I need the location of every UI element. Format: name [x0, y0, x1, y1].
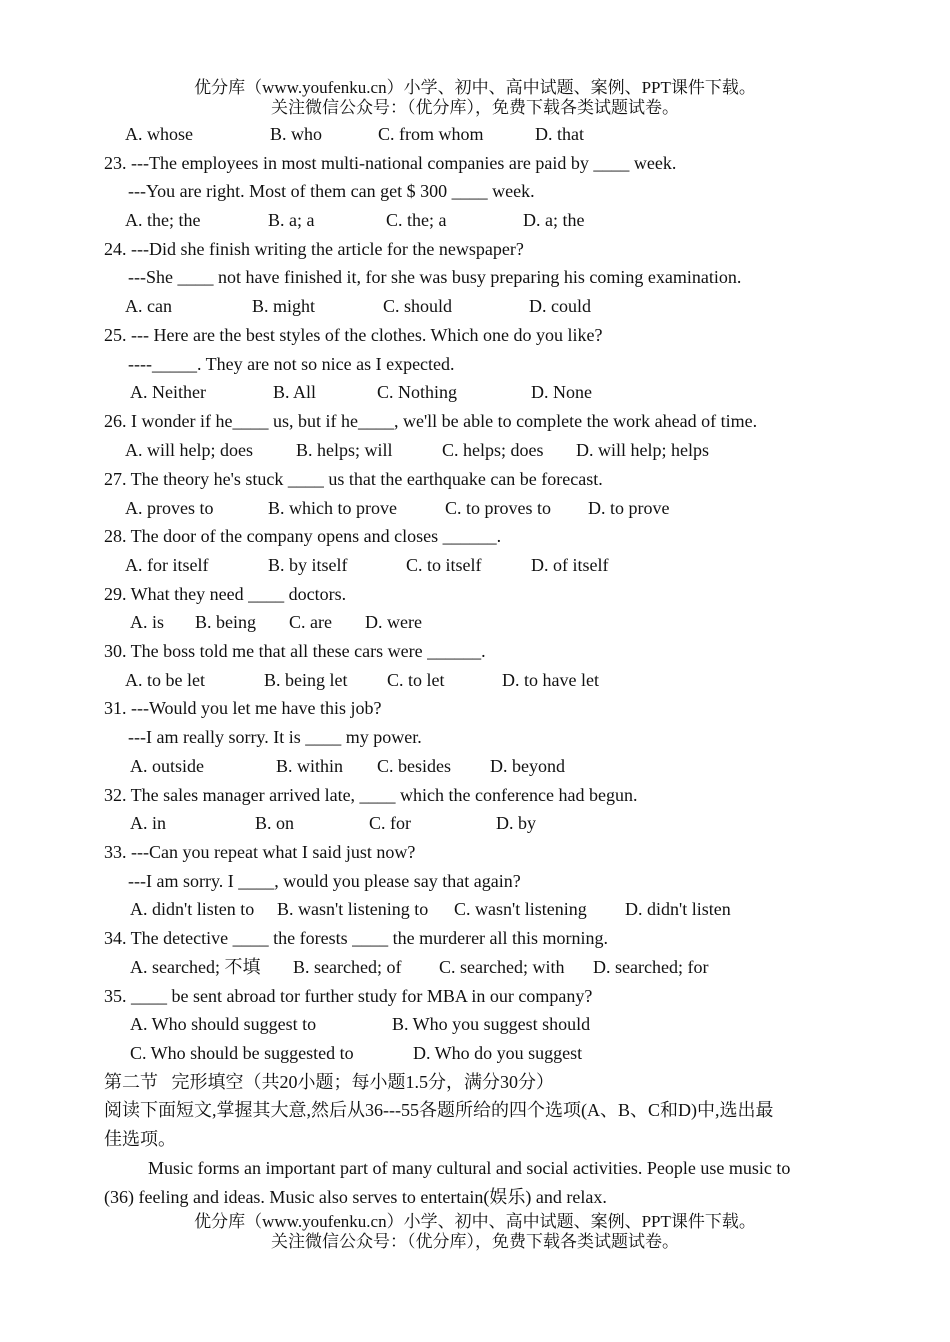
option-d: D. searched; for [593, 957, 709, 977]
question-stem: 27. The theory he's stuck ____ us that the earthquake can be forecast. [104, 469, 603, 489]
question-stem-2: ----_____. They are not so nice as I expected. [128, 354, 455, 374]
option-d: D. didn't listen [625, 899, 731, 919]
question-stem: 32. The sales manager arrived late, ____ which the conference had begun. [104, 785, 638, 805]
footer-line-1: 优分库（www.youfenku.cn）小学、初中、高中试题、案例、PPT课件下载。 [194, 1212, 756, 1231]
option-c: C. wasn't listening [454, 899, 587, 919]
option-b: B. within [276, 756, 344, 776]
option-c: C. to itself [406, 555, 482, 575]
option-b: B. by itself [268, 555, 348, 575]
option-c: C. besides [377, 756, 451, 776]
option-b: B. being let [264, 670, 348, 690]
option-d: D. None [531, 382, 592, 402]
option-a: A. is [130, 612, 165, 632]
option-b: B. Who you suggest should [392, 1014, 591, 1034]
option-b: B. wasn't listening to [277, 899, 429, 919]
option-d: D. by [496, 813, 536, 833]
option-a: A. to be let [125, 670, 205, 690]
option-b: B. a; a [268, 210, 315, 230]
option-a: A. outside [130, 756, 204, 776]
question-stem: 30. The boss told me that all these cars were ______. [104, 641, 486, 661]
option-d: D. were [365, 612, 422, 632]
option-a: A. will help; does [125, 440, 253, 460]
option-d: D. that [535, 124, 584, 144]
option-c: C. Nothing [377, 382, 458, 402]
question-stem: 31. ---Would you let me have this job? [104, 698, 382, 718]
section-title: 第二节 完形填空（共20小题；每小题1.5分，满分30分） [104, 1072, 554, 1092]
option-d: D. to have let [502, 670, 599, 690]
question-stem: 23. ---The employees in most multi-national companies are paid by ____ week. [104, 153, 677, 173]
option-d: D. beyond [490, 756, 565, 776]
question-stem: 35. ____ be sent abroad tor further study for MBA in our company? [104, 986, 593, 1006]
question-stem: 26. I wonder if he____ us, but if he____, we'll be able to complete the work ahead of time. [104, 411, 758, 431]
option-c: C. the; a [386, 210, 447, 230]
option-a: A. in [130, 813, 166, 833]
question-stem-2: ---You are right. Most of them can get $ 300 ____ week. [128, 181, 535, 201]
option-a: A. didn't listen to [130, 899, 255, 919]
option-d: D. a; the [523, 210, 585, 230]
header-line-1: 优分库（www.youfenku.cn）小学、初中、高中试题、案例、PPT课件下载。 [194, 78, 756, 97]
option-b: B. searched; of [293, 957, 402, 977]
option-d: D. to prove [588, 498, 670, 518]
option-a: A. proves to [125, 498, 214, 518]
option-c: C. helps; does [442, 440, 544, 460]
option-b: B. might [252, 296, 316, 316]
option-c: C. should [383, 296, 453, 316]
question-stem: 24. ---Did she finish writing the article for the newspaper? [104, 239, 524, 259]
question-stem: 25. --- Here are the best styles of the clothes. Which one do you like? [104, 325, 603, 345]
passage-line-1: Music forms an important part of many cultural and social activities. People use music to [148, 1158, 791, 1178]
question-stem: 33. ---Can you repeat what I said just now? [104, 842, 416, 862]
question-stem-2: ---She ____ not have finished it, for she was busy preparing his coming examination. [128, 267, 742, 287]
option-d: D. of itself [531, 555, 609, 575]
option-a: A. Neither [130, 382, 206, 402]
question-stem-2: ---I am sorry. I ____, would you please say that again? [128, 871, 521, 891]
option-c: C. for [369, 813, 411, 833]
option-c: C. to let [387, 670, 445, 690]
option-a: A. can [125, 296, 172, 316]
option-d: D. could [529, 296, 591, 316]
question-stem-2: ---I am really sorry. It is ____ my power. [128, 727, 422, 747]
option-d: D. will help; helps [576, 440, 709, 460]
footer-line-2: 关注微信公众号：（优分库），免费下载各类试题试卷。 [271, 1232, 679, 1251]
option-b: B. All [273, 382, 317, 402]
option-a: A. for itself [125, 555, 209, 575]
option-b: B. which to prove [268, 498, 397, 518]
option-a: A. Who should suggest to [130, 1014, 317, 1034]
section-instructions-2: 佳选项。 [104, 1129, 176, 1149]
option-c: C. from whom [378, 124, 484, 144]
option-c: C. to proves to [445, 498, 551, 518]
question-stem: 29. What they need ____ doctors. [104, 584, 347, 604]
option-a: A. the; the [125, 210, 201, 230]
option-a: A. searched; 不填 [130, 957, 261, 977]
section-instructions-1: 阅读下面短文,掌握其大意,然后从36---55各题所给的四个选项(A、B、C和D)中,选出最 [104, 1100, 774, 1120]
passage-line-2: (36) feeling and ideas. Music also serves to entertain(娱乐) and relax. [104, 1187, 607, 1207]
option-c: C. are [289, 612, 332, 632]
header-line-2: 关注微信公众号：（优分库），免费下载各类试题试卷。 [271, 98, 679, 117]
option-b: B. on [255, 813, 295, 833]
option-b: B. who [270, 124, 323, 144]
option-b: B. being [195, 612, 256, 632]
question-stem: 28. The door of the company opens and closes ______. [104, 526, 502, 546]
option-b: B. helps; will [296, 440, 393, 460]
option-d: D. Who do you suggest [413, 1043, 583, 1063]
option-c: C. Who should be suggested to [130, 1043, 354, 1063]
option-a: A. whose [125, 124, 193, 144]
option-c: C. searched; with [439, 957, 565, 977]
question-stem: 34. The detective ____ the forests ____ the murderer all this morning. [104, 928, 609, 948]
